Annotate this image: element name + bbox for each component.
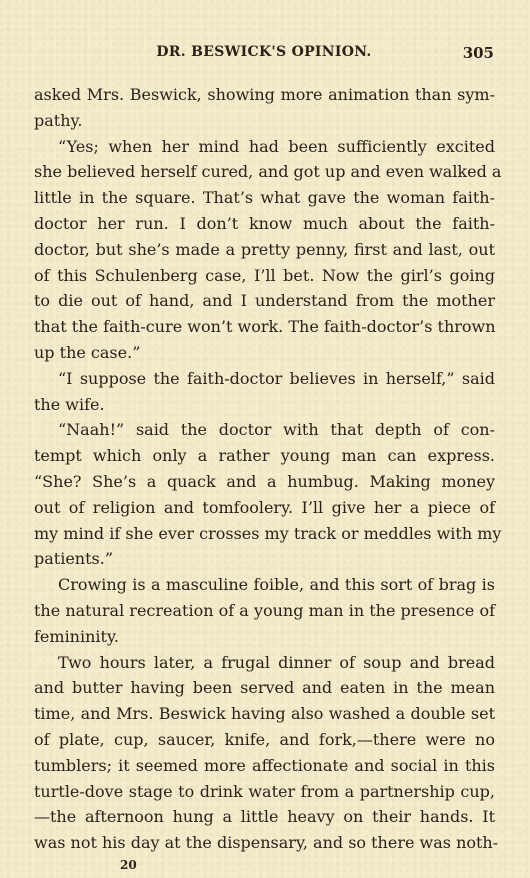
paragraph (34, 417, 502, 572)
text-line: out of religion and tomfoolery. I’ll give her a piece of (34, 497, 495, 517)
text-line: “Naah!” said the doctor with that depth of con- (58, 420, 495, 440)
text-line: time, and Mrs. Beswick having also washed a double set (34, 704, 495, 724)
text-line: pathy. (34, 110, 83, 130)
text-line: doctor her run. I don’t know much about the faith- (34, 213, 495, 233)
paragraph (34, 572, 495, 649)
text-line: my mind if she ever crosses my track or meddles with my (34, 523, 502, 543)
page-number: 305 (462, 44, 494, 62)
text-line: tumblers; it seemed more affectionate and social in this (34, 755, 495, 775)
text-line: femininity. (34, 626, 119, 646)
text-line: “Yes; when her mind had been sufficiently excited (58, 136, 495, 156)
text-line: up the case.” (34, 342, 141, 362)
text-line: was not his day at the dispensary, and so there was noth- (34, 833, 499, 853)
paragraph (34, 134, 502, 366)
text-line: patients.” (34, 549, 114, 569)
text-line: she believed herself cured, and got up and even walked a (34, 162, 502, 182)
text-line: to die out of hand, and I understand from the mother (34, 291, 495, 311)
text-line: little in the square. That’s what gave the woman faith- (34, 188, 495, 208)
text-line: the natural recreation of a young man in the presence of (34, 600, 495, 620)
body-text (34, 82, 502, 856)
text-line: doctor, but she’s made a pretty penny, first and last, out (34, 239, 495, 259)
running-head: DR. BESWICK'S OPINION. (156, 44, 372, 60)
text-line: “I suppose the faith-doctor believes in herself,” said (58, 368, 495, 388)
text-line: Two hours later, a frugal dinner of soup and bread (58, 652, 495, 672)
text-line: the wife. (34, 394, 105, 414)
text-line: turtle-dove stage to drink water from a partnership cup, (34, 781, 495, 801)
paragraph (34, 650, 499, 856)
text-line: tempt which only a rather young man can express. (34, 446, 495, 466)
text-line: of this Schulenberg case, I’ll bet. Now the girl’s going (34, 265, 495, 285)
text-line: Crowing is a masculine foible, and this sort of brag is (58, 575, 495, 595)
paragraph (34, 366, 495, 418)
text-line: of plate, cup, saucer, knife, and fork,—there were no (34, 729, 495, 749)
paragraph (34, 82, 495, 134)
text-line: —the afternoon hung a little heavy on their hands. It (34, 807, 495, 827)
text-line: and butter having been served and eaten in the mean (34, 678, 495, 698)
page-header (34, 44, 494, 68)
text-line: that the faith-cure won’t work. The faith-doctor’s thrown (34, 317, 496, 337)
text-line: “She? She’s a quack and a humbug. Making money (34, 471, 495, 491)
text-line: asked Mrs. Beswick, showing more animation than sym- (34, 85, 495, 104)
signature-mark: 20 (120, 858, 137, 872)
